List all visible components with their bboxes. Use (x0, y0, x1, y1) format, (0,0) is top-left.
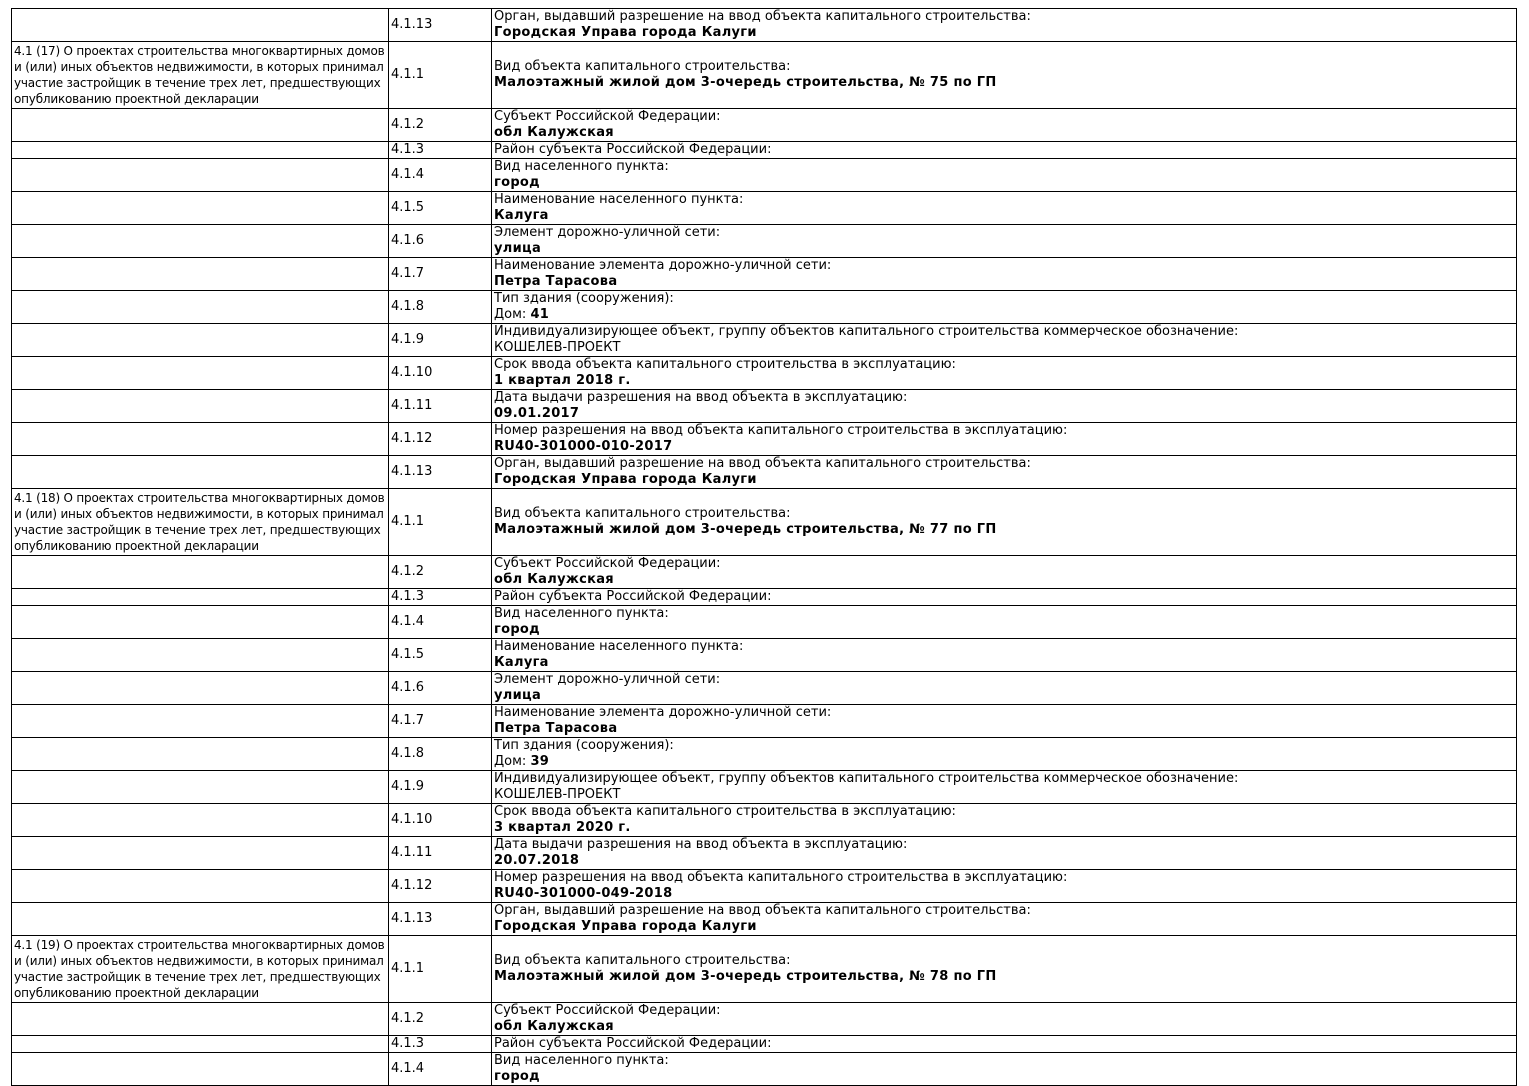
field-label: Вид объекта капитального строительства: (494, 506, 791, 521)
field-value (494, 1069, 1513, 1085)
field-label: Наименование населенного пункта: (494, 192, 744, 207)
row-code-cell: 4.1.2 (389, 1003, 492, 1036)
section-description-cell (12, 556, 389, 589)
field-label: Район субъекта Российской Федерации: (494, 142, 772, 157)
section-description-cell (12, 639, 389, 672)
row-code-cell: 4.1.9 (389, 324, 492, 357)
row-code-cell: 4.1.1 (389, 489, 492, 556)
field-value (494, 754, 1513, 770)
field-label: Вид объекта капитального строительства: (494, 953, 791, 968)
field-value (494, 688, 1513, 704)
row-content-cell (492, 225, 1517, 258)
row-code-cell: 4.1.3 (389, 589, 492, 606)
row-code-cell: 4.1.13 (389, 456, 492, 489)
field-label: Индивидуализирующее объект, группу объектов капитального строительства коммерческое обозначение: (494, 324, 1239, 339)
row-content-cell (492, 109, 1517, 142)
section-description-cell (12, 225, 389, 258)
row-code-cell: 4.1.10 (389, 357, 492, 390)
field-label: Вид населенного пункта: (494, 1053, 669, 1068)
value-text: город (494, 622, 540, 637)
row-code-cell: 4.1.2 (389, 556, 492, 589)
table-row (12, 456, 1517, 489)
field-label: Наименование населенного пункта: (494, 639, 744, 654)
table-row (12, 159, 1517, 192)
field-label: Номер разрешения на ввод объекта капитального строительства в эксплуатацию: (494, 423, 1068, 438)
section-description-cell (12, 804, 389, 837)
section-description-cell (12, 705, 389, 738)
value-text: город (494, 175, 540, 190)
table-row (12, 192, 1517, 225)
table-row (12, 9, 1517, 42)
value-text: Малоэтажный жилой дом 3-очередь строительства, № 78 по ГП (494, 969, 997, 984)
row-content-cell (492, 390, 1517, 423)
row-code-cell: 4.1.2 (389, 109, 492, 142)
row-code-cell: 4.1.9 (389, 771, 492, 804)
row-code-cell: 4.1.3 (389, 142, 492, 159)
row-code-cell: 4.1.10 (389, 804, 492, 837)
field-label: Субъект Российской Федерации: (494, 1003, 721, 1018)
field-label: Субъект Российской Федерации: (494, 556, 721, 571)
section-description-cell (12, 192, 389, 225)
table-row (12, 109, 1517, 142)
field-label: Орган, выдавший разрешение на ввод объекта капитального строительства: (494, 456, 1031, 471)
value-text: КОШЕЛЕВ-ПРОЕКТ (494, 340, 621, 355)
section-description-cell (12, 142, 389, 159)
row-code-cell: 4.1.8 (389, 738, 492, 771)
row-content-cell (492, 1036, 1517, 1053)
row-code-cell: 4.1.7 (389, 705, 492, 738)
project-declaration-table (11, 8, 1517, 1086)
field-value (494, 820, 1513, 836)
section-description-cell (12, 870, 389, 903)
section-description-cell (12, 423, 389, 456)
value-text: обл Калужская (494, 125, 614, 140)
row-content-cell (492, 639, 1517, 672)
row-content-cell (492, 705, 1517, 738)
field-value (494, 472, 1513, 488)
field-label: Дата выдачи разрешения на ввод объекта в эксплуатацию: (494, 837, 908, 852)
field-label: Элемент дорожно-уличной сети: (494, 225, 721, 240)
table-row (12, 1053, 1517, 1086)
table-row (12, 804, 1517, 837)
section-description-cell (12, 1003, 389, 1036)
row-code-cell: 4.1.6 (389, 672, 492, 705)
row-content-cell (492, 159, 1517, 192)
section-description-cell (12, 159, 389, 192)
row-content-cell (492, 936, 1517, 1003)
value-prefix: Дом: (494, 754, 531, 769)
value-text: город (494, 1069, 540, 1084)
value-text: КОШЕЛЕВ-ПРОЕКТ (494, 787, 621, 802)
row-code-cell: 4.1.4 (389, 606, 492, 639)
value-text: обл Калужская (494, 572, 614, 587)
table-row (12, 357, 1517, 390)
field-value (494, 572, 1513, 588)
table-row (12, 291, 1517, 324)
field-value (494, 853, 1513, 869)
row-content-cell (492, 903, 1517, 936)
row-code-cell: 4.1.8 (389, 291, 492, 324)
table-row (12, 42, 1517, 109)
table-row (12, 556, 1517, 589)
field-value (494, 175, 1513, 191)
table-row (12, 589, 1517, 606)
field-label: Срок ввода объекта капитального строительства в эксплуатацию: (494, 357, 956, 372)
field-label: Дата выдачи разрешения на ввод объекта в эксплуатацию: (494, 390, 908, 405)
row-code-cell: 4.1.6 (389, 225, 492, 258)
field-label: Орган, выдавший разрешение на ввод объекта капитального строительства: (494, 9, 1031, 24)
value-text: 41 (530, 307, 550, 322)
table-row (12, 142, 1517, 159)
field-label: Наименование элемента дорожно-уличной сети: (494, 705, 832, 720)
row-content-cell (492, 870, 1517, 903)
field-label: Вид населенного пункта: (494, 159, 669, 174)
field-label: Район субъекта Российской Федерации: (494, 589, 772, 604)
row-content-cell (492, 771, 1517, 804)
value-text: RU40-301000-049-2018 (494, 886, 673, 901)
table-row (12, 606, 1517, 639)
field-value (494, 919, 1513, 935)
row-content-cell (492, 423, 1517, 456)
field-label: Вид населенного пункта: (494, 606, 669, 621)
row-code-cell: 4.1.13 (389, 9, 492, 42)
table-row (12, 423, 1517, 456)
section-description-cell (12, 1036, 389, 1053)
row-code-cell: 4.1.12 (389, 423, 492, 456)
table-row (12, 903, 1517, 936)
value-text: Городская Управа города Калуги (494, 472, 757, 487)
field-value (494, 274, 1513, 290)
row-code-cell: 4.1.11 (389, 390, 492, 423)
field-value (494, 340, 1513, 356)
section-description-cell (12, 589, 389, 606)
row-content-cell (492, 606, 1517, 639)
field-value (494, 307, 1513, 323)
value-text: 3 квартал 2020 г. (494, 820, 631, 835)
section-description-cell (12, 258, 389, 291)
row-code-cell: 4.1.1 (389, 936, 492, 1003)
row-code-cell: 4.1.4 (389, 159, 492, 192)
field-label: Элемент дорожно-уличной сети: (494, 672, 721, 687)
row-content-cell (492, 1003, 1517, 1036)
row-code-cell: 4.1.7 (389, 258, 492, 291)
value-text: улица (494, 688, 542, 703)
row-content-cell (492, 142, 1517, 159)
row-content-cell (492, 192, 1517, 225)
section-description-cell (12, 291, 389, 324)
field-value (494, 373, 1513, 389)
table-row (12, 1036, 1517, 1053)
table-row (12, 390, 1517, 423)
field-value (494, 1019, 1513, 1035)
row-code-cell: 4.1.1 (389, 42, 492, 109)
row-code-cell: 4.1.11 (389, 837, 492, 870)
section-description-cell (12, 456, 389, 489)
section-description-cell (12, 771, 389, 804)
section-description-cell (12, 109, 389, 142)
field-value (494, 655, 1513, 671)
row-content-cell (492, 1053, 1517, 1086)
section-description-cell (12, 9, 389, 42)
declaration-table-body (12, 9, 1517, 1086)
section-description-cell: 4.1 (19) О проектах строительства многоквартирных домов и (или) иных объектов недвижимости, в которых принимал участие застройщик в течение трех лет, предшествующих опубликованию проектной декларации (12, 936, 389, 1003)
value-text: Городская Управа города Калуги (494, 25, 757, 40)
field-value (494, 125, 1513, 141)
row-code-cell: 4.1.12 (389, 870, 492, 903)
section-description-cell (12, 903, 389, 936)
section-description-cell: 4.1 (18) О проектах строительства многоквартирных домов и (или) иных объектов недвижимости, в которых принимал участие застройщик в течение трех лет, предшествующих опубликованию проектной декларации (12, 489, 389, 556)
section-description-cell (12, 357, 389, 390)
row-content-cell (492, 804, 1517, 837)
section-description-cell (12, 672, 389, 705)
field-value (494, 969, 1513, 985)
table-row (12, 738, 1517, 771)
row-content-cell (492, 672, 1517, 705)
table-row (12, 672, 1517, 705)
table-row (12, 489, 1517, 556)
value-text: 09.01.2017 (494, 406, 580, 421)
row-content-cell (492, 589, 1517, 606)
row-code-cell: 4.1.5 (389, 639, 492, 672)
row-content-cell (492, 556, 1517, 589)
row-code-cell: 4.1.4 (389, 1053, 492, 1086)
field-label: Индивидуализирующее объект, группу объектов капитального строительства коммерческое обозначение: (494, 771, 1239, 786)
value-text: улица (494, 241, 542, 256)
field-value (494, 721, 1513, 737)
field-label: Срок ввода объекта капитального строительства в эксплуатацию: (494, 804, 956, 819)
value-text: 39 (530, 754, 550, 769)
table-row (12, 258, 1517, 291)
value-prefix: Дом: (494, 307, 531, 322)
row-content-cell (492, 837, 1517, 870)
field-label: Наименование элемента дорожно-уличной сети: (494, 258, 832, 273)
table-row (12, 771, 1517, 804)
value-text: Петра Тарасова (494, 274, 618, 289)
row-code-cell: 4.1.5 (389, 192, 492, 225)
value-text: Калуга (494, 208, 549, 223)
table-row (12, 837, 1517, 870)
section-description-cell (12, 738, 389, 771)
value-text: 1 квартал 2018 г. (494, 373, 631, 388)
field-value (494, 406, 1513, 422)
value-text: Городская Управа города Калуги (494, 919, 757, 934)
row-content-cell (492, 42, 1517, 109)
value-text: Малоэтажный жилой дом 3-очередь строительства, № 75 по ГП (494, 75, 997, 90)
value-text: Петра Тарасова (494, 721, 618, 736)
section-description-cell (12, 1053, 389, 1086)
row-content-cell (492, 738, 1517, 771)
table-row (12, 1003, 1517, 1036)
row-content-cell (492, 258, 1517, 291)
field-value (494, 886, 1513, 902)
table-row (12, 705, 1517, 738)
field-label: Район субъекта Российской Федерации: (494, 1036, 772, 1051)
row-content-cell (492, 324, 1517, 357)
field-value (494, 75, 1513, 91)
table-row (12, 936, 1517, 1003)
field-label: Субъект Российской Федерации: (494, 109, 721, 124)
table-row (12, 870, 1517, 903)
section-description-cell: 4.1 (17) О проектах строительства многоквартирных домов и (или) иных объектов недвижимости, в которых принимал участие застройщик в течение трех лет, предшествующих опубликованию проектной декларации (12, 42, 389, 109)
row-content-cell (492, 489, 1517, 556)
table-row (12, 639, 1517, 672)
field-value (494, 208, 1513, 224)
table-row (12, 225, 1517, 258)
field-label: Номер разрешения на ввод объекта капитального строительства в эксплуатацию: (494, 870, 1068, 885)
row-content-cell (492, 456, 1517, 489)
field-value (494, 522, 1513, 538)
field-label: Орган, выдавший разрешение на ввод объекта капитального строительства: (494, 903, 1031, 918)
section-description-cell (12, 324, 389, 357)
value-text: Калуга (494, 655, 549, 670)
section-description-cell (12, 390, 389, 423)
section-description-cell (12, 606, 389, 639)
field-label: Тип здания (сооружения): (494, 738, 674, 753)
value-text: обл Калужская (494, 1019, 614, 1034)
value-text: 20.07.2018 (494, 853, 580, 868)
field-label: Вид объекта капитального строительства: (494, 59, 791, 74)
value-text: RU40-301000-010-2017 (494, 439, 673, 454)
section-description-cell (12, 837, 389, 870)
value-text: Малоэтажный жилой дом 3-очередь строительства, № 77 по ГП (494, 522, 997, 537)
field-value (494, 787, 1513, 803)
table-row (12, 324, 1517, 357)
field-value (494, 25, 1513, 41)
row-code-cell: 4.1.3 (389, 1036, 492, 1053)
row-code-cell: 4.1.13 (389, 903, 492, 936)
field-label: Тип здания (сооружения): (494, 291, 674, 306)
field-value (494, 439, 1513, 455)
row-content-cell (492, 357, 1517, 390)
field-value (494, 622, 1513, 638)
row-content-cell (492, 9, 1517, 42)
row-content-cell (492, 291, 1517, 324)
field-value (494, 241, 1513, 257)
